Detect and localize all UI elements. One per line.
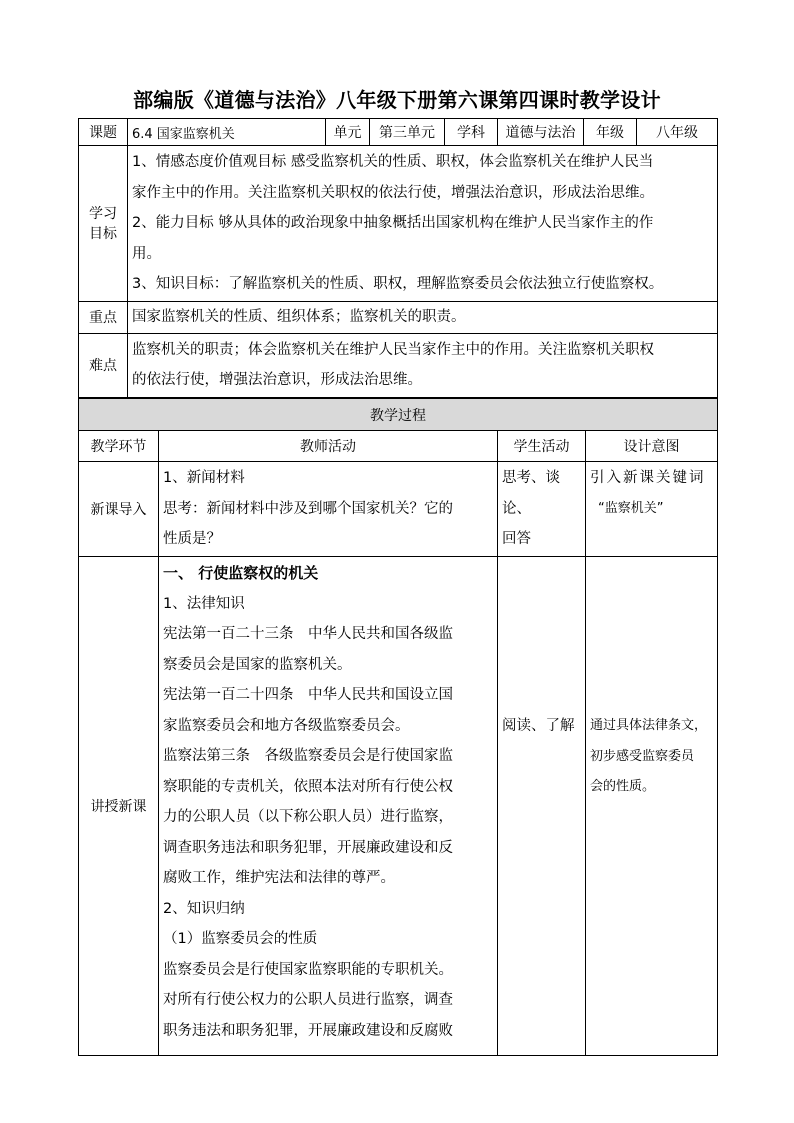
lecture-line: 职务违法和职务犯罪，开展廉政建设和反腐败 [163, 1022, 453, 1039]
key-points-label: 重点 [79, 302, 128, 334]
intro-teacher-activity [159, 462, 498, 557]
lecture-line: 腐败工作，维护宪法和法律的尊严。 [163, 870, 395, 886]
lecture-heading: 一、 行使监察权的机关 [163, 564, 319, 582]
subject-value: 道德与法治 [498, 119, 584, 146]
goal-line: 3、知识目标：了解监察机关的性质、职权，理解监察委员会依法独立行使监察权。 [132, 276, 664, 293]
lecture-teacher-activity [159, 557, 498, 1056]
goals-content [128, 146, 718, 302]
goal-line: 用。 [132, 245, 161, 262]
lecture-line: 对所有行使公权力的公职人员进行监察，调查 [163, 992, 453, 1008]
document-title: 部编版《道德与法治》八年级下册第六课第四课时教学设计 [133, 88, 661, 112]
grade-label: 年级 [584, 119, 637, 146]
intro-teacher-line: 1、新闻材料 [163, 470, 245, 486]
intro-intent-line: “监察机关” [598, 500, 664, 516]
teaching-process-table [78, 398, 718, 1056]
unit-value: 第三单元 [370, 119, 445, 146]
lecture-line: 家监察委员会和地方各级监察委员会。 [163, 717, 410, 734]
lecture-line: 察职能的专责机关，依照本法对所有行使公权 [163, 778, 453, 795]
key-points-text: 国家监察机关的性质、组织体系；监察机关的职责。 [128, 302, 718, 334]
topic-value: 6.4 国家监察机关 [128, 119, 326, 146]
lecture-intent [586, 557, 718, 1056]
unit-label: 单元 [326, 119, 370, 146]
lecture-stage: 讲授新课 [79, 557, 159, 1056]
intro-stage: 新课导入 [79, 462, 159, 557]
intro-intent-line: 引入新课关键词 [590, 470, 706, 486]
process-band-title: 教学过程 [79, 399, 718, 431]
lecture-line: 调查职务违法和职务犯罪，开展廉政建设和反 [163, 839, 453, 856]
difficult-points-content [128, 333, 718, 397]
intro-student-line: 思考、谈论、 [502, 470, 560, 517]
intro-teacher-line: 思考：新闻材料中涉及到哪个国家机关？它的 [163, 500, 453, 517]
intro-student-line: 回答 [502, 531, 531, 547]
goal-line: 1、情感态度价值观目标 感受监察机关的性质、职权，体会监察机关在维护人民当 [132, 154, 654, 171]
col-stage-header: 教学环节 [79, 431, 159, 462]
grade-value: 八年级 [637, 119, 718, 146]
col-intent-header: 设计意图 [586, 431, 718, 462]
subject-label: 学科 [445, 119, 498, 146]
col-student-header: 学生活动 [498, 431, 586, 462]
lecture-line: 宪法第一百二十四条 中华人民共和国设立国 [163, 687, 453, 703]
goals-label-text: 学习目标 [89, 205, 117, 242]
col-teacher-header: 教师活动 [159, 431, 498, 462]
lecture-line: 监察法第三条 各级监察委员会是行使国家监 [163, 748, 453, 764]
difficult-points-label: 难点 [79, 333, 128, 397]
lecture-intent-line: 会的性质。 [590, 779, 656, 794]
lecture-line: 宪法第一百二十三条 中华人民共和国各级监 [163, 626, 453, 642]
lecture-student-activity: 阅读、了解 [498, 557, 586, 1056]
goals-label [79, 146, 128, 302]
topic-label: 课题 [79, 119, 128, 146]
goal-line: 2、能力目标 够从具体的政治现象中抽象概括出国家机构在维护人民当家作主的作 [132, 215, 654, 232]
lecture-intent-line: 通过具体法律条文， [590, 718, 708, 733]
lecture-line: 监察委员会是行使国家监察职能的专职机关。 [163, 961, 453, 978]
intro-student-activity [498, 462, 586, 557]
difficult-line: 监察机关的职责；体会监察机关在维护人民当家作主中的作用。关注监察机关职权 [132, 341, 654, 358]
lecture-intent-line: 初步感受监察委员 [590, 748, 695, 764]
lecture-line: 2、知识归纳 [163, 900, 245, 917]
lecture-line: 察委员会是国家的监察机关。 [163, 656, 352, 673]
intro-intent [586, 462, 718, 557]
difficult-line: 的依法行使，增强法治意识，形成法治思维。 [132, 372, 422, 388]
goal-line: 家作主中的作用。关注监察机关职权的依法行使，增强法治意识，形成法治思维。 [132, 184, 654, 201]
intro-teacher-line: 性质是？ [163, 531, 221, 547]
lecture-line: 力的公职人员（以下称公职人员）进行监察， [163, 809, 453, 825]
lesson-info-table [78, 118, 718, 398]
lecture-line: 1、法律知识 [163, 595, 245, 612]
lecture-line: （1）监察委员会的性质 [163, 931, 318, 947]
